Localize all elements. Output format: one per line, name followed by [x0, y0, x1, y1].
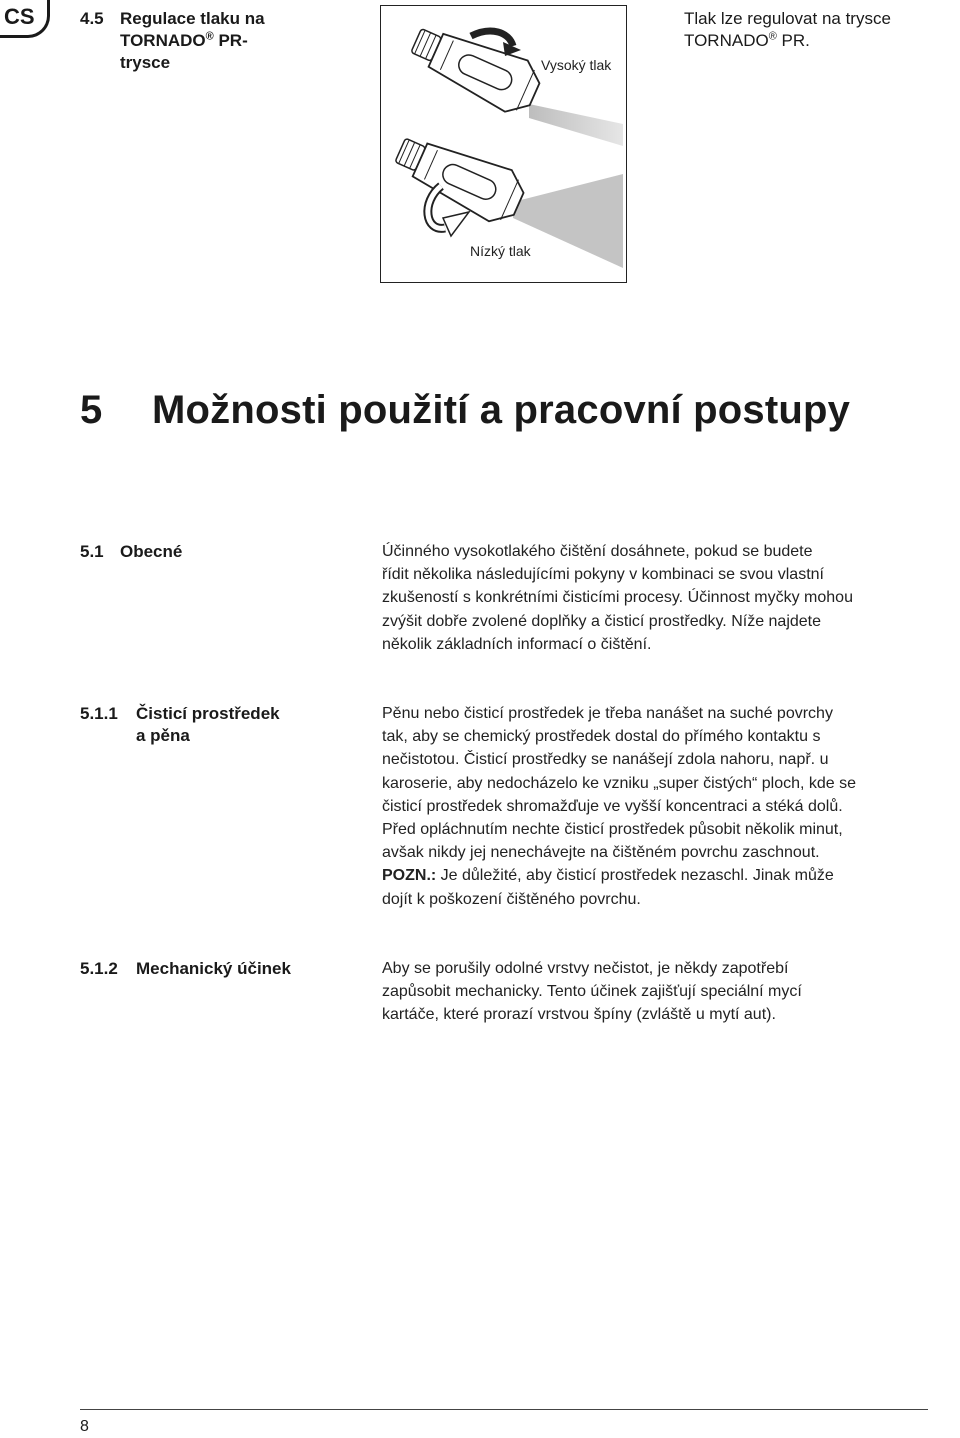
section-5-1-2-title: Mechanický účinek [136, 959, 291, 978]
section-5-1-line: několik základních informací o čištění. [382, 635, 652, 653]
section-4-5-number: 4.5 [80, 9, 104, 28]
section-4-5-title-line1: Regulace tlaku na [120, 9, 265, 28]
section-4-5-text-line2: TORNADO® PR. [684, 30, 810, 50]
section-5-1-2-line: zapůsobit mechanicky. Tento účinek zajišťují speciální mycí [382, 983, 802, 1001]
section-5-1-1-line: avšak nikdy jej nenechávejte na čištěném povrchu zaschnout. [382, 844, 820, 862]
section-5-1-1-body [382, 702, 952, 911]
page-number: 8 [80, 1418, 89, 1435]
section-5-1-1-title-line1: Čisticí prostředek [136, 704, 280, 723]
section-5-1-1-title [136, 703, 280, 747]
label-high-pressure: Vysoký tlak [541, 57, 612, 73]
high-pressure-nozzle [404, 16, 623, 146]
label-low-pressure: Nízký tlak [470, 243, 531, 259]
section-5-1-1-note-line2: dojít k poškození čištěného povrchu. [382, 890, 641, 908]
chapter-5-heading [80, 388, 850, 433]
chapter-5-title: Možnosti použití a pracovní postupy [152, 388, 851, 432]
section-5-1-1-note [382, 864, 952, 887]
section-5-1-2-line: kartáče, které prorazí vrstvou špíny (zvláště u mytí aut). [382, 1006, 776, 1024]
section-5-1-1-line: Před opláchnutím nechte čisticí prostředek působit několik minut, [382, 821, 843, 839]
section-4-5-text [684, 8, 944, 52]
nozzle-illustration [381, 6, 625, 281]
section-5-1-1-line: karoserie, aby nedocházelo ke vzniku „super čistých“ ploch, kde se [382, 774, 857, 792]
section-5-1-1-title-line2: a pěna [136, 726, 190, 745]
section-5-1-number: 5.1 [80, 542, 104, 561]
section-5-1-1-number: 5.1.1 [80, 704, 118, 723]
note-label: POZN.: [382, 867, 437, 885]
note-text: Je důležité, aby čisticí prostředek nezaschl. Jinak může [436, 867, 834, 885]
section-5-1-2-body [382, 957, 952, 1027]
section-5-1-2-line: Aby se porušily odolné vrstvy nečistot, je někdy zapotřebí [382, 960, 789, 977]
section-5-1-1-line: Pěnu nebo čisticí prostředek je třeba nanášet na suché povrchy [382, 705, 833, 722]
section-5-1-line: zkušeností s konkrétními čisticími procesy. Účinnost myčky mohou [382, 589, 853, 607]
footer-divider [80, 1409, 928, 1410]
language-code: CS [4, 4, 35, 29]
language-badge [0, 0, 50, 38]
section-5-1-2-number: 5.1.2 [80, 959, 118, 978]
section-4-5-title-line3: trysce [120, 53, 171, 72]
chapter-5-number: 5 [80, 388, 103, 432]
section-4-5-title [120, 8, 320, 74]
section-4-5-title-line2: TORNADO® PR- [120, 30, 248, 50]
section-5-1-1-line: nečistotou. Čisticí prostředky se nanášejí zdola nahoru, např. u [382, 751, 829, 769]
narrow-spray-jet [529, 104, 623, 146]
section-5-1-title: Obecné [120, 542, 183, 561]
rotate-back-arrow-icon [443, 212, 469, 236]
nozzle-figure [380, 5, 627, 283]
section-5-1-line: řídit několika následujícími pokyny v kombinaci se svou vlastní [382, 566, 824, 584]
section-4-5-text-line1: Tlak lze regulovat na trysce [684, 9, 891, 28]
section-5-1-body [382, 540, 952, 656]
section-5-1-1-line: tak, aby se chemický prostředek dostal do přímého kontaktu s [382, 728, 821, 746]
section-5-1-1-line: čisticí prostředek shromažďuje ve vyšší koncentraci a stéká dolů. [382, 797, 843, 815]
section-5-1-line: Účinného vysokotlakého čištění dosáhnete, pokud se budete [382, 543, 813, 560]
section-5-1-line: zvýšit dobře zvolené doplňky a čisticí prostředky. Níže najdete [382, 612, 822, 630]
